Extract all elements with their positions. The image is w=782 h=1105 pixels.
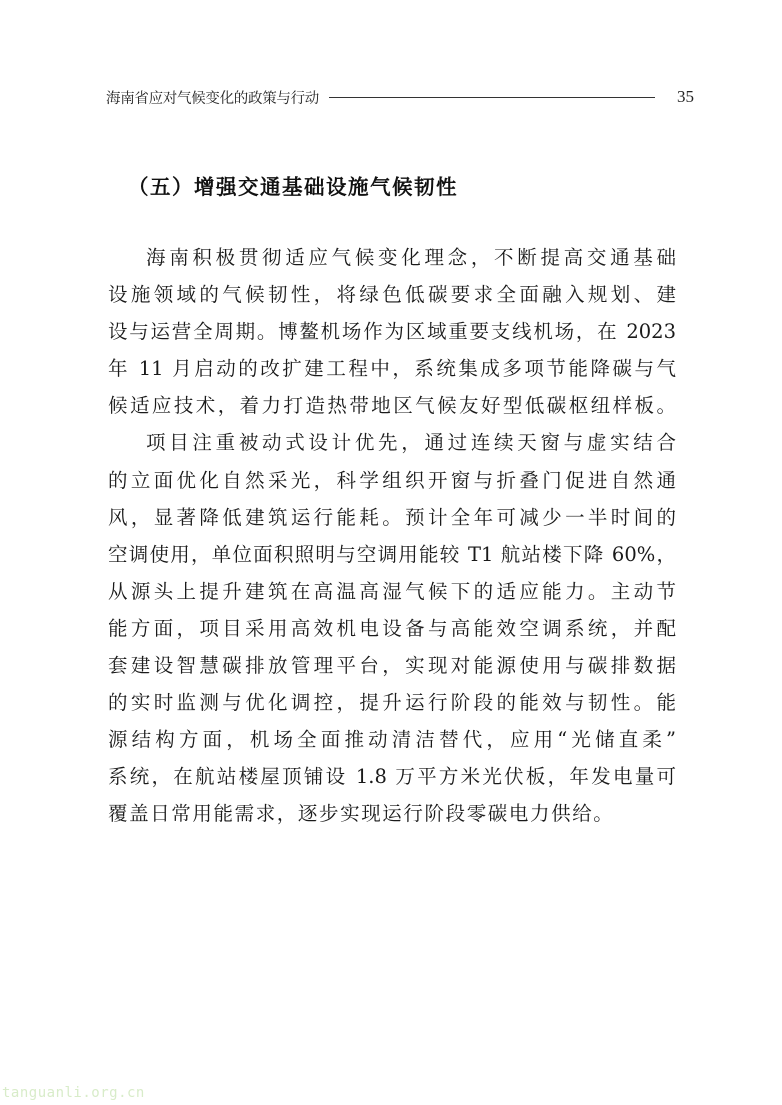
section-heading: （五）增强交通基础设施气候韧性 (128, 175, 458, 199)
text-line: 的立面优化自然采光，科学组织开窗与折叠门促进自然通 (108, 468, 676, 492)
text-line: 能方面，项目采用高效机电设备与高能效空调系统，并配 (108, 616, 676, 640)
paragraph-1 (108, 239, 676, 424)
watermark: tanguanli.org.cn (2, 1085, 145, 1101)
running-header (106, 86, 694, 108)
text-line: 设与运营全周期。博鳌机场作为区域重要支线机场，在 2023 (108, 320, 676, 344)
text-line: 候适应技术，着力打造热带地区气候友好型低碳枢纽样板。 (108, 394, 676, 418)
page-number: 35 (677, 87, 694, 106)
text-line: 从源头上提升建筑在高温高湿气候下的适应能力。主动节 (108, 579, 676, 603)
text-line: 年 11 月启动的改扩建工程中，系统集成多项节能降碳与气 (108, 357, 676, 381)
text-line: 覆盖日常用能需求，逐步实现运行阶段零碳电力供给。 (108, 802, 615, 826)
text-line: 的实时监测与优化调控，提升运行阶段的能效与韧性。能 (108, 691, 676, 715)
text-line: 海南积极贯彻适应气候变化理念，不断提高交通基础 (146, 246, 676, 269)
running-header-title: 海南省应对气候变化的政策与行动 (106, 90, 319, 107)
text-line: 设施领域的气候韧性，将绿色低碳要求全面融入规划、建 (108, 283, 676, 307)
header-rule-divider (329, 97, 655, 98)
body-text (108, 239, 676, 833)
text-line: 空调使用，单位面积照明与空调用能较 T1 航站楼下降 60%， (108, 542, 676, 566)
text-line: 系统，在航站楼屋顶铺设 1.8 万平方米光伏板，年发电量可 (108, 765, 676, 789)
text-line: 项目注重被动式设计优先，通过连续天窗与虚实结合 (146, 431, 676, 455)
paragraph-2 (108, 424, 676, 832)
text-line: 套建设智慧碳排放管理平台，实现对能源使用与碳排数据 (108, 654, 676, 678)
text-line: 风，显著降低建筑运行能耗。预计全年可减少一半时间的 (108, 505, 676, 529)
text-line: 源结构方面，机场全面推动清洁替代，应用“光储直柔” (108, 728, 676, 752)
